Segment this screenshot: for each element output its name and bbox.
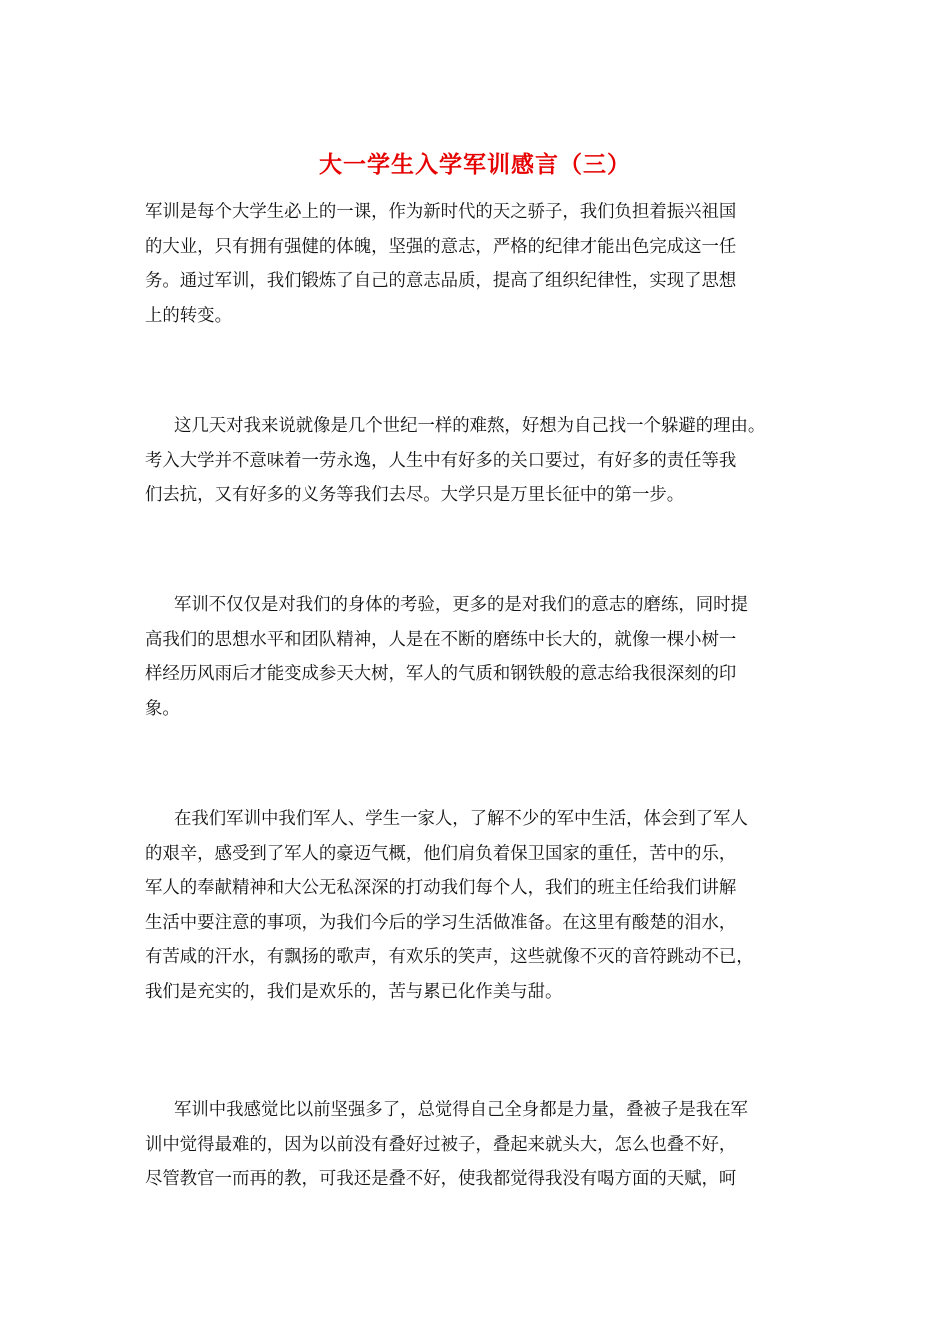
text-line: 尽管教官一而再的教，可我还是叠不好，使我都觉得我没有喝方面的天赋，呵 (145, 1169, 737, 1189)
text-line: 生活中要注意的事项，为我们今后的学习生活做准备。在这里有酸楚的泪水， (145, 912, 737, 933)
text-line: 我们是充实的，我们是欢乐的，苦与累已化作美与甜。 (145, 981, 563, 1002)
text-line: 军人的奉献精神和大公无私深深的打动我们每个人，我们的班主任给我们讲解 (145, 878, 737, 898)
paragraph-5 (145, 1093, 825, 1197)
text-line: 军训是每个大学生必上的一课，作为新时代的天之骄子，我们负担着振兴祖国 (145, 202, 737, 222)
text-line: 训中觉得最难的，因为以前没有叠好过被子，叠起来就头大，怎么也叠不好， (145, 1134, 737, 1155)
text-line: 考入大学并不意味着一劳永逸，人生中有好多的关口要过，有好多的责任等我 (145, 450, 737, 471)
paragraph-3 (145, 588, 825, 726)
text-line: 样经历风雨后才能变成参天大树，军人的气质和钢铁般的意志给我很深刻的印 (145, 664, 737, 684)
text-line: 高我们的思想水平和团队精神，人是在不断的磨练中长大的，就像一棵小树一 (145, 629, 737, 650)
text-line: 有苦咸的汗水，有飘扬的歌声，有欢乐的笑声，这些就像不灭的音符跳动不已， (145, 947, 754, 967)
text-line: 们去抗，又有好多的义务等我们去尽。大学只是万里长征中的第一步。 (145, 485, 685, 505)
text-line: 这几天对我来说就像是几个世纪一样的难熬，好想为自己找一个躲避的理由。 (174, 416, 766, 436)
text-line: 的艰辛，感受到了军人的豪迈气概，他们肩负着保卫国家的重任，苦中的乐， (145, 843, 737, 864)
text-line: 在我们军训中我们军人、学生一家人，了解不少的军中生活，体会到了军人 (174, 809, 748, 829)
text-line: 上的转变。 (145, 305, 232, 326)
text-line: 务。通过军训，我们锻炼了自己的意志品质，提高了组织纪律性，实现了思想 (145, 271, 737, 291)
paragraph-2 (145, 409, 825, 513)
text-line: 象。 (145, 698, 180, 719)
text-line: 的大业，只有拥有强健的体魄，坚强的意志，严格的纪律才能出色完成这一任 (145, 236, 737, 257)
paragraph-1 (145, 195, 825, 333)
text-line: 军训中我感觉比以前坚强多了，总觉得自己全身都是力量，叠被子是我在军 (174, 1100, 748, 1120)
paragraph-4 (145, 802, 825, 1009)
document-title: 大一学生入学军训感言（三） (319, 152, 631, 178)
text-line: 军训不仅仅是对我们的身体的考验，更多的是对我们的意志的磨练，同时提 (174, 595, 748, 615)
